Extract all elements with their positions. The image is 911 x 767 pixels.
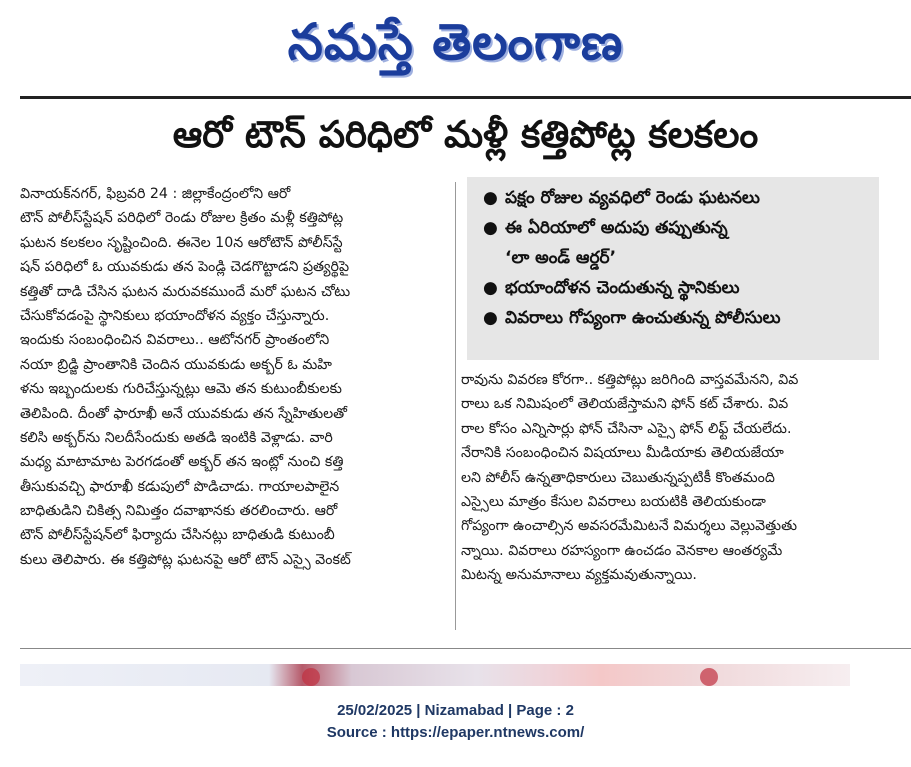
article-line: చేసుకోవడంపై స్థానికులు భయాందోళన వ్యక్తం చేస్తున్నారు. [20, 307, 330, 324]
highlight-text: పక్షం రోజుల వ్యవధిలో రెండు ఘటనలు [505, 188, 760, 208]
article-line: ళను ఇబ్బందులకు గురిచేస్తున్నట్లు ఆమె తన కుటుంబీకులకు [20, 381, 342, 398]
article-line: కులు తెలిపారు. ఈ కత్తిపోట్ల ఘటనపై ఆరో టౌన్ ఎస్సై వెంకట్ [20, 551, 351, 568]
article-line: షన్ పరిధిలో ఓ యువకుడు తన పెండ్లి చెడగొట్టాడని ప్రత్యర్థిపై [20, 259, 350, 276]
article-line: నయా బ్రిడ్జి ప్రాంతానికి చెందిన యువకుడు అక్బర్ ఓ మహి [20, 356, 332, 373]
article-line: లని పోలీస్ ఉన్నతాధికారులు చెబుతున్నప్పటికీ కొంతమంది [461, 469, 775, 486]
headline-divider [20, 96, 911, 99]
masthead [0, 0, 911, 86]
article-line: కలిసి అక్బర్‌ను నిలదీసేందుకు అతడి ఇంటికి వెళ్లాడు. వారి [20, 429, 333, 446]
article-right-column [461, 368, 901, 630]
footer-date-edition: 25/02/2025 | Nizamabad | Page : 2 [337, 702, 574, 719]
article-line: కత్తితో దాడి చేసిన ఘటన మరువకముందే మరో ఘటన చోటు [20, 283, 351, 300]
article-line: ఎస్సైలు మాత్రం కేసుల వివరాలు బయటికి తెలియకుండా [461, 493, 766, 510]
highlight-text: ‘లా అండ్ ఆర్డర్’ [505, 248, 617, 268]
page-footer [0, 700, 911, 744]
news-photo-cropped [20, 664, 850, 686]
column-divider [455, 182, 456, 630]
photo-detail [302, 668, 320, 686]
bullet-icon: ● [483, 308, 498, 328]
article-line: రావును వివరణ కోరగా.. కత్తిపోట్లు జరిగింది వాస్తవమేనని, వివ [461, 372, 799, 388]
bullet-icon: ● [483, 218, 498, 238]
highlight-item [477, 273, 869, 303]
bullet-icon: ● [483, 278, 498, 298]
article-line: మిటన్న అనుమానాలు వ్యక్తమవుతున్నాయి. [461, 567, 697, 584]
highlight-item [477, 213, 869, 243]
article-line: వినాయక్‌నగర్, ఫిబ్రవరి 24 : జిల్లాకేంద్రంలోని ఆరో [20, 186, 291, 202]
highlight-text: ఈ ఏరియాలో అదుపు తప్పుతున్న [505, 218, 728, 238]
article-line: టౌన్ పోలీస్‌స్టేషన్‌లో ఫిర్యాదు చేసినట్లు బాధితుడి కుటుంబీ [20, 527, 335, 544]
article-line: ఇందుకు సంబంధించిన వివరాలు.. ఆటోనగర్ ప్రాంతంలోని [20, 332, 330, 349]
section-divider [20, 648, 911, 649]
highlight-item-continuation [477, 243, 869, 273]
article-headline: ఆరో టౌన్ పరిధిలో మళ్లీ కత్తిపోట్ల కలకలం [172, 113, 759, 156]
highlight-text: వివరాలు గోప్యంగా ఉంచుతున్న పోలీసులు [505, 308, 781, 328]
highlight-text: భయాందోళన చెందుతున్న స్థానికులు [505, 278, 740, 298]
article-line: తీసుకువచ్చి ఫారూఖీ కడుపులో పొడిచాడు. గాయాలపాలైన [20, 478, 340, 495]
highlights-list [477, 183, 869, 333]
article-left-column [20, 182, 452, 630]
article-line: తెలిపింది. దీంతో ఫారూఖీ అనే యువకుడు తన స్నేహితులతో [20, 405, 348, 422]
highlight-item [477, 183, 869, 213]
highlight-item [477, 303, 869, 333]
newspaper-title: నమస్తే తెలంగాణ [287, 13, 624, 71]
article-line: నేరానికి సంబంధించిన విషయాలు మీడియాకు తెలియజేయా [461, 445, 784, 462]
bullet-icon: ● [483, 188, 498, 208]
article-line: మధ్య మాటామాట పెరగడంతో అక్బర్ తన ఇంట్లో నుంచి కత్తి [20, 454, 344, 471]
article-line: టౌన్ పోలీస్‌స్టేషన్ పరిధిలో రెండు రోజుల క్రితం మళ్లీ కత్తిపోట్ల [20, 210, 344, 227]
article-line: గోప్యంగా ఉంచాల్సిన అవసరమేమిటనే విమర్శలు వెల్లువెత్తుతు [461, 518, 798, 535]
article-line: న్నాయి. వివరాలు రహస్యంగా ఉంచడం వెనకాల ఆంతర్యమే [461, 542, 783, 559]
highlights-box [467, 177, 879, 360]
article-line: ఘటన కలకలం సృష్టించింది. ఈనెల 10న ఆరోటౌన్ పోలీస్‌స్టే [20, 234, 343, 251]
footer-source-link: Source : https://epaper.ntnews.com/ [326, 724, 585, 741]
photo-detail [700, 668, 718, 686]
article-line: రాల కోసం ఎన్నిసార్లు ఫోన్ చేసినా ఎస్సై ఫోన్ లిఫ్ట్ చేయలేదు. [461, 420, 792, 437]
article-line: రాలు ఒక నిమిషంలో తెలియజేస్తామని ఫోన్ కట్ చేశారు. వివ [461, 396, 789, 413]
next-article-glyph [898, 662, 911, 686]
article-line: బాధితుడిని చికిత్స నిమిత్తం దవాఖానకు తరలించారు. ఆరో [20, 503, 338, 520]
